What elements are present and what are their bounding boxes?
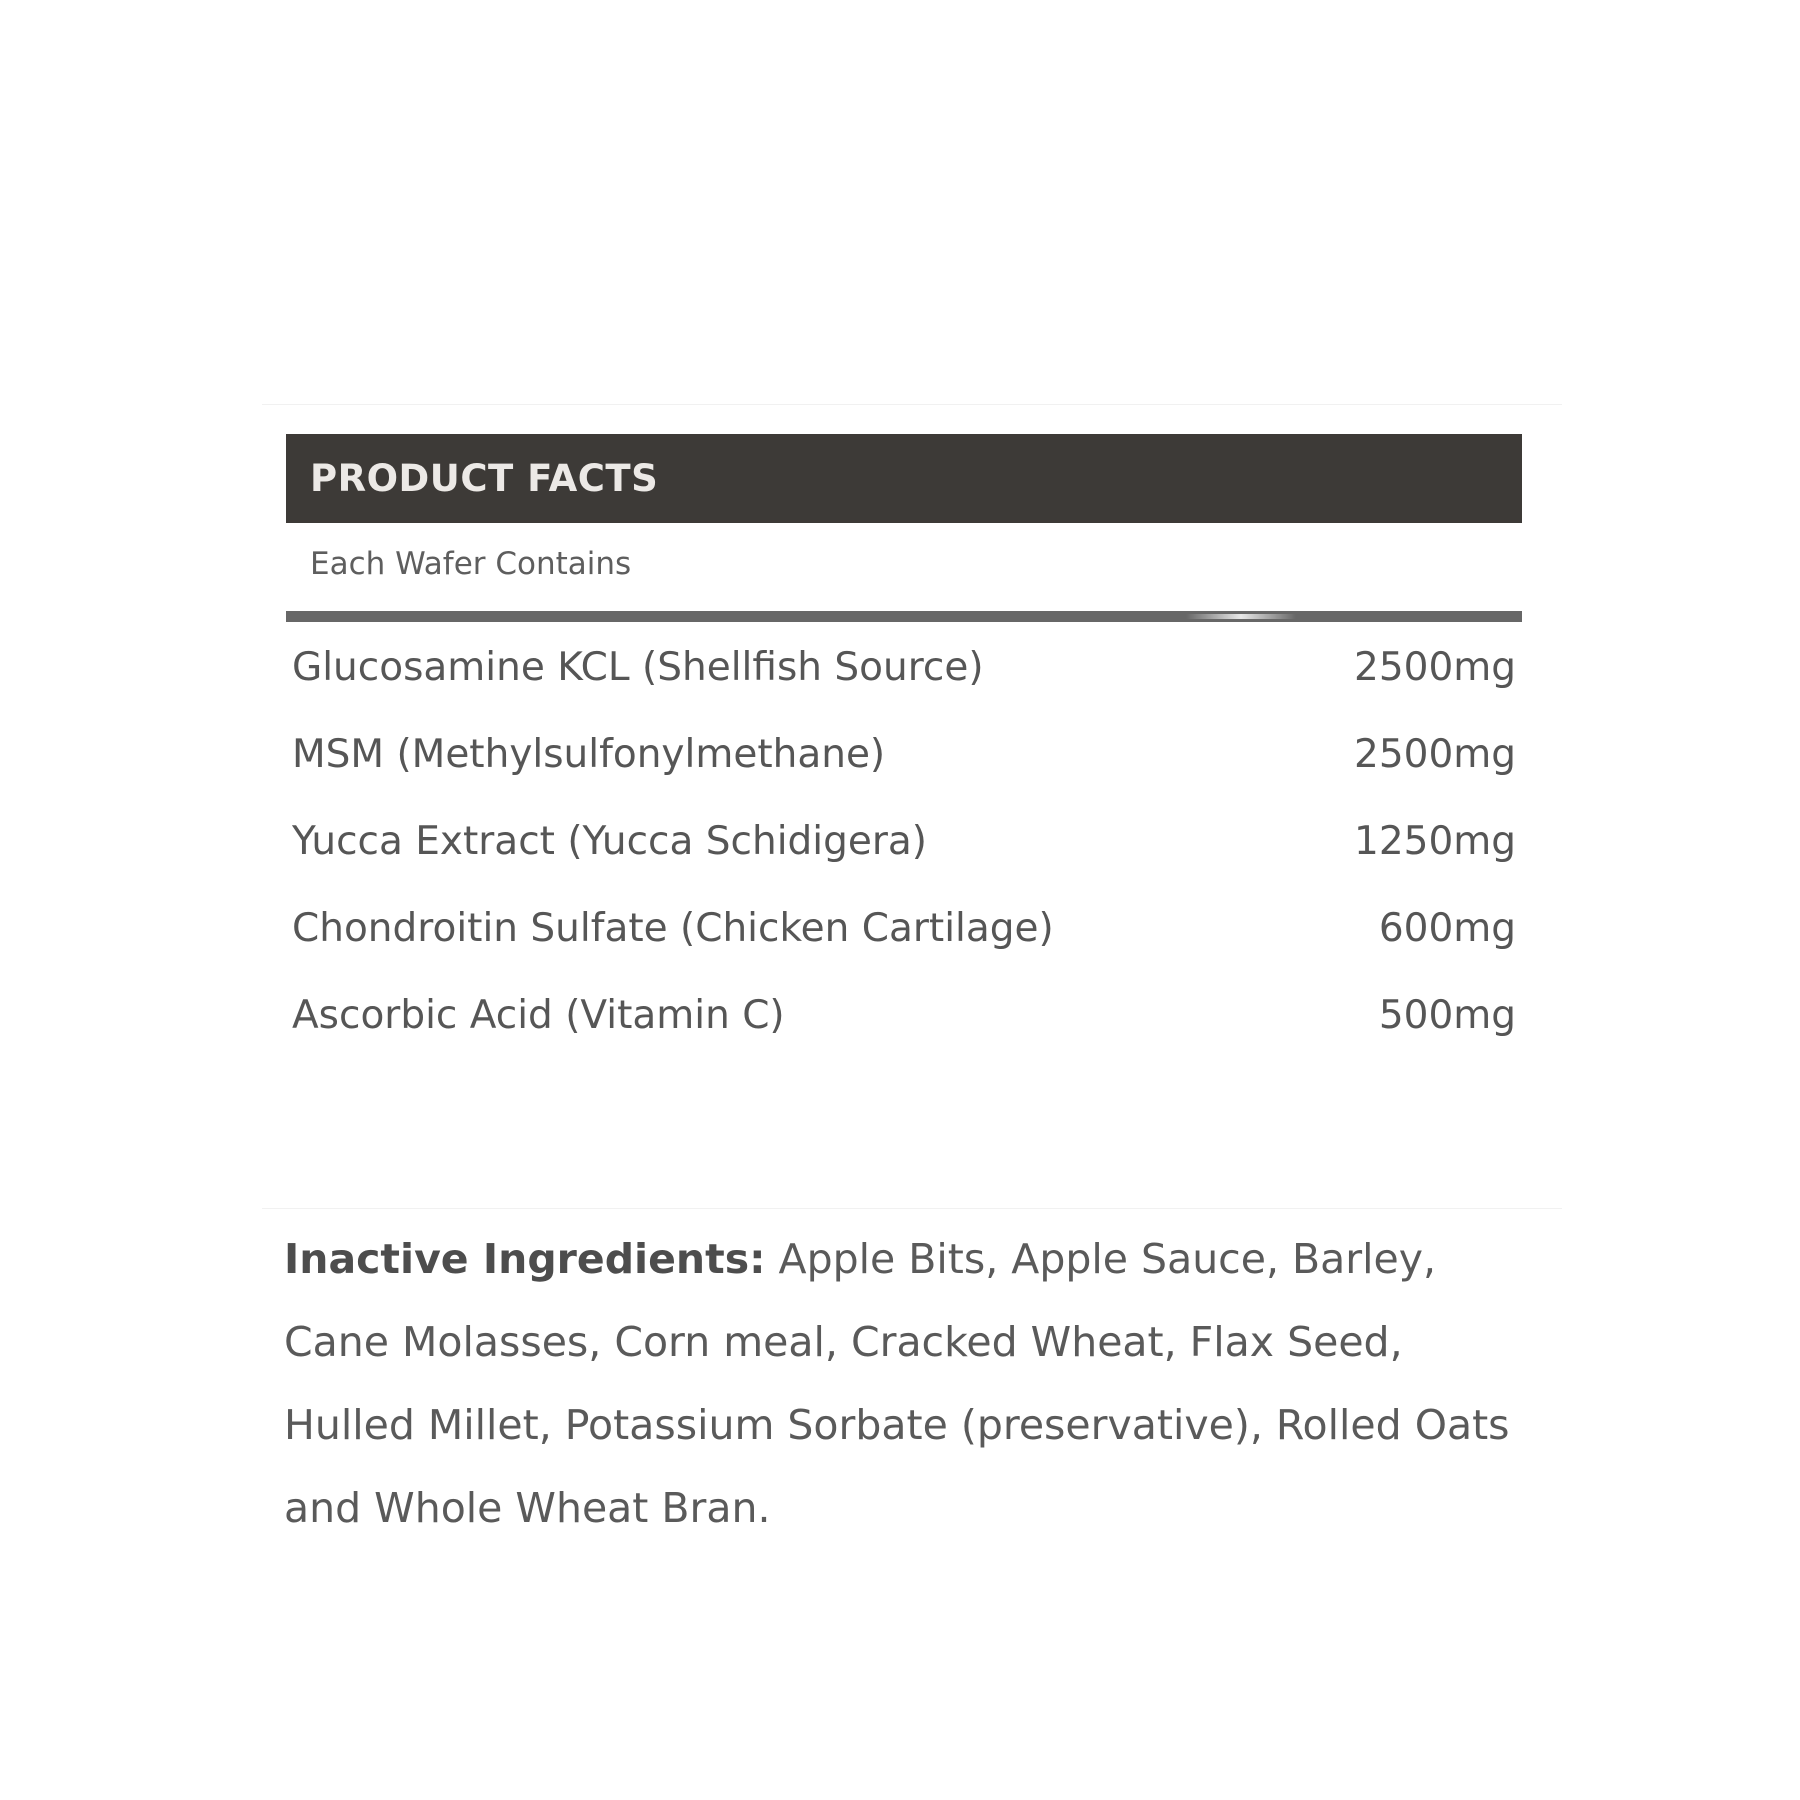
product-facts-title: PRODUCT FACTS bbox=[310, 457, 659, 500]
section-divider bbox=[262, 1208, 1562, 1209]
ingredient-row bbox=[286, 884, 1522, 971]
ingredient-name: Yucca Extract (Yucca Schidigera) bbox=[292, 819, 928, 864]
ingredient-amount: 2500mg bbox=[1354, 645, 1516, 690]
ingredient-amount: 500mg bbox=[1378, 993, 1516, 1038]
product-facts-header bbox=[286, 434, 1522, 523]
ingredient-amount: 600mg bbox=[1378, 906, 1516, 951]
ingredient-name: Chondroitin Sulfate (Chicken Cartilage) bbox=[292, 906, 1054, 951]
ingredient-amount: 1250mg bbox=[1354, 819, 1516, 864]
serving-label: Each Wafer Contains bbox=[310, 546, 632, 582]
ingredient-name: MSM (Methylsulfonylmethane) bbox=[292, 732, 886, 777]
ingredient-name: Glucosamine KCL (Shellfish Source) bbox=[292, 645, 984, 690]
inactive-ingredients-text: Apple Bits, Apple Sauce, Barley, Cane Molasses, Corn meal, Cracked Wheat, Flax Seed, Hulled Millet, Potassium Sorbate (preservative), Rolled Oats and Whole Wheat Bran. bbox=[284, 1235, 1510, 1532]
ingredient-amount: 2500mg bbox=[1354, 732, 1516, 777]
ingredient-name: Ascorbic Acid (Vitamin C) bbox=[292, 993, 785, 1038]
facts-separator-bar bbox=[286, 611, 1522, 622]
separator-glint bbox=[1186, 614, 1296, 619]
inactive-ingredients-paragraph bbox=[284, 1218, 1544, 1550]
top-divider bbox=[262, 404, 1562, 405]
inactive-ingredients-label: Inactive Ingredients: bbox=[284, 1235, 766, 1283]
ingredient-row bbox=[286, 797, 1522, 884]
active-ingredients-list bbox=[286, 623, 1522, 1058]
ingredient-row bbox=[286, 710, 1522, 797]
ingredient-row bbox=[286, 623, 1522, 710]
ingredient-row bbox=[286, 971, 1522, 1058]
